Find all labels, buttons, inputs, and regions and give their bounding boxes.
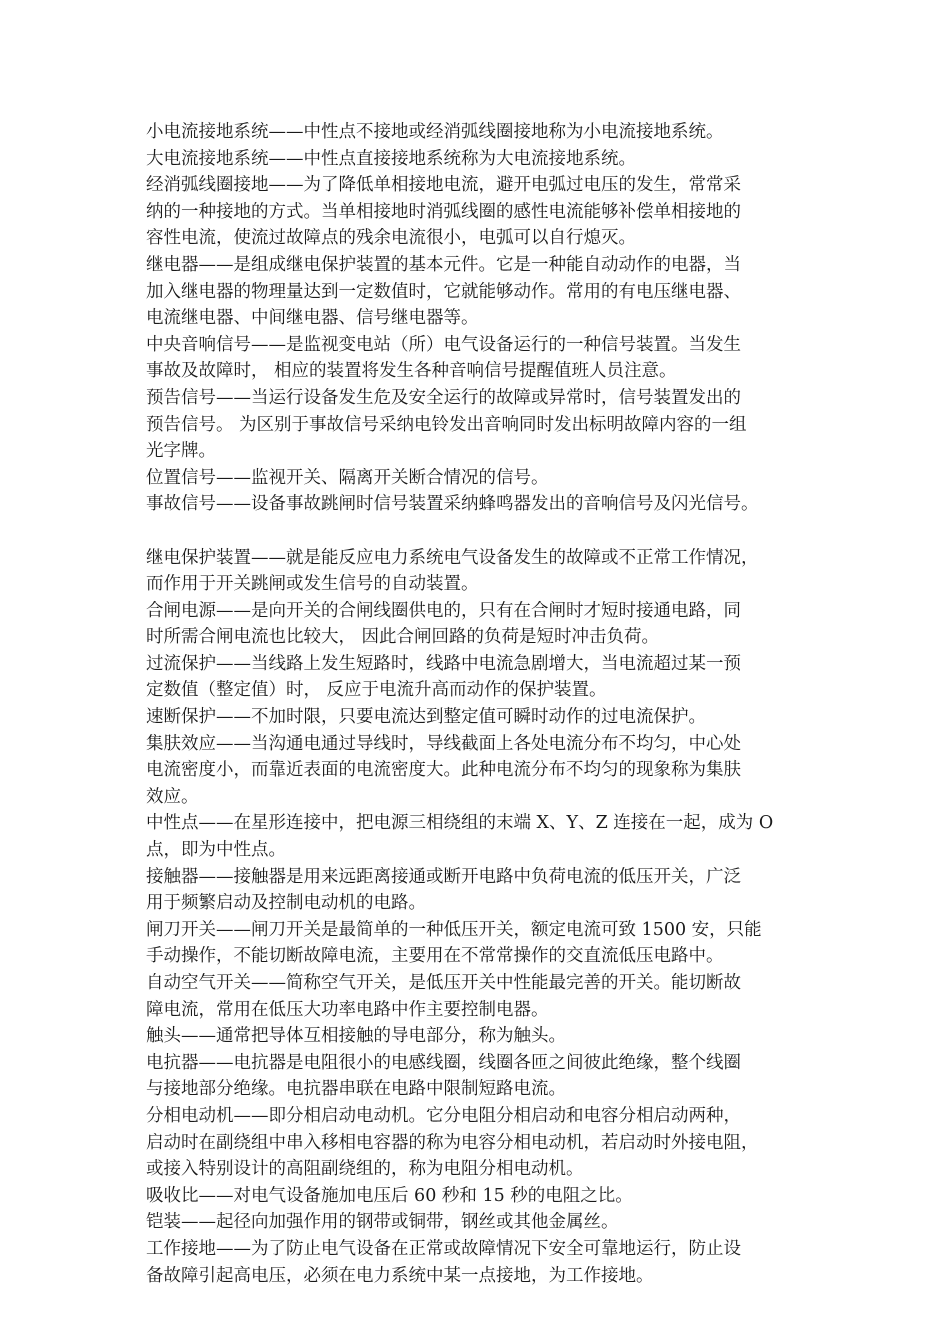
text-line: 障电流，常用在低压大功率电路中作主要控制电器。 (146, 999, 549, 1020)
text-line: 电流密度小，而靠近表面的电流密度大。此种电流分布不均匀的现象称为集肤 (146, 760, 741, 781)
text-line: 铠装——起径向加强作用的钢带或铜带，钢丝或其他金属丝。 (146, 1212, 619, 1233)
definition-paragraph (146, 1050, 816, 1103)
document-body (146, 119, 816, 1289)
definition-paragraph (146, 731, 816, 811)
blank-line (146, 518, 816, 545)
text-line: 经消弧线圈接地——为了降低单相接地电流，避开电弧过电压的发生，常常采 (146, 175, 741, 196)
text-line: 纳的一种接地的方式。当单相接地时消弧线圈的感性电流能够补偿单相接地的 (146, 201, 741, 222)
definition-paragraph (146, 810, 816, 863)
definition-paragraph (146, 465, 816, 492)
text-line: 触头——通常把导体互相接触的导电部分，称为触头。 (146, 1026, 566, 1047)
definition-paragraph (146, 545, 816, 598)
definition-paragraph (146, 651, 816, 704)
text-line: 启动时在副绕组中串入移相电容器的称为电容分相电动机，若启动时外接电阻， (146, 1132, 759, 1153)
text-line: 继电器——是组成继电保护装置的基本元件。它是一种能自动动作的电器，当 (146, 254, 741, 275)
text-line: 效应。 (146, 786, 199, 807)
text-line: 备故障引起高电压，必须在电力系统中某一点接地，为工作接地。 (146, 1265, 654, 1286)
text-line: 过流保护——当线路上发生短路时，线路中电流急剧增大，当电流超过某一预 (146, 653, 741, 674)
text-line: 事故信号——设备事故跳闸时信号装置采纳蜂鸣器发出的音响信号及闪光信号。 (146, 494, 759, 515)
text-line: 大电流接地系统——中性点直接接地系统称为大电流接地系统。 (146, 148, 636, 169)
definition-paragraph (146, 1103, 816, 1183)
definition-paragraph (146, 332, 816, 385)
text-line: 小电流接地系统——中性点不接地或经消弧线圈接地称为小电流接地系统。 (146, 122, 724, 142)
text-line: 继电保护装置——就是能反应电力系统电气设备发生的故障或不正常工作情况， (146, 547, 759, 568)
text-line: 闸刀开关——闸刀开关是最简单的一种低压开关，额定电流可致 1500 安，只能 (146, 919, 762, 940)
text-line: 位置信号——监视开关、隔离开关断合情况的信号。 (146, 467, 549, 488)
definition-paragraph (146, 1183, 816, 1210)
text-line: 而作用于开关跳闸或发生信号的自动装置。 (146, 574, 479, 595)
text-line: 预告信号。 为区别于事故信号采纳电铃发出音响同时发出标明故障内容的一组 (146, 414, 747, 435)
text-line: 加入继电器的物理量达到一定数值时，它就能够动作。常用的有电压继电器、 (146, 281, 741, 302)
text-line: 速断保护——不加时限，只要电流达到整定值可瞬时动作的过电流保护。 (146, 707, 706, 728)
definition-paragraph (146, 1023, 816, 1050)
text-line: 电抗器——电抗器是电阻很小的电感线圈，线圈各匝之间彼此绝缘，整个线圈 (146, 1052, 741, 1073)
text-line: 分相电动机——即分相启动电动机。它分电阻分相启动和电容分相启动两种， (146, 1105, 741, 1126)
definition-paragraph (146, 598, 816, 651)
text-line: 电流继电器、中间继电器、信号继电器等。 (146, 308, 479, 329)
text-line: 接触器——接触器是用来远距离接通或断开电路中负荷电流的低压开关，广泛 (146, 866, 741, 887)
text-line: 容性电流，使流过故障点的残余电流很小，电弧可以自行熄灭。 (146, 228, 636, 249)
definition-paragraph (146, 172, 816, 252)
text-line: 预告信号——当运行设备发生危及安全运行的故障或异常时，信号装置发出的 (146, 387, 741, 408)
text-line: 或接入特别设计的高阻副绕组的，称为电阻分相电动机。 (146, 1159, 584, 1180)
definition-paragraph (146, 252, 816, 332)
definition-paragraph (146, 970, 816, 1023)
definition-paragraph (146, 917, 816, 970)
text-line: 点，即为中性点。 (146, 840, 286, 861)
text-line: 工作接地——为了防止电气设备在正常或故障情况下安全可靠地运行，防止设 (146, 1238, 741, 1259)
definition-paragraph (146, 491, 816, 518)
text-line: 手动操作，不能切断故障电流，主要用在不常常操作的交直流低压电路中。 (146, 946, 724, 967)
definition-paragraph (146, 146, 816, 173)
text-line: 与接地部分绝缘。电抗器串联在电路中限制短路电流。 (146, 1079, 566, 1100)
definition-paragraph (146, 119, 816, 146)
definition-paragraph (146, 704, 816, 731)
text-line: 中性点——在星形连接中，把电源三相绕组的末端 X、Y、Z 连接在一起，成为 O (146, 813, 774, 834)
text-line: 自动空气开关——简称空气开关，是低压开关中性能最完善的开关。能切断故 (146, 973, 741, 993)
text-line: 集肤效应——当沟通电通过导线时，导线截面上各处电流分布不均匀，中心处 (146, 733, 741, 754)
definition-paragraph (146, 385, 816, 465)
text-line: 光字牌。 (146, 441, 216, 462)
definition-paragraph (146, 1236, 816, 1289)
text-line: 定数值（整定值）时， 反应于电流升高而动作的保护装置。 (146, 680, 607, 701)
definition-paragraph (146, 864, 816, 917)
text-line: 事故及故障时， 相应的装置将发生各种音响信号提醒值班人员注意。 (146, 361, 677, 382)
text-line: 吸收比——对电气设备施加电压后 60 秒和 15 秒的电阻之比。 (146, 1185, 633, 1206)
text-line: 中央音响信号——是监视变电站（所）电气设备运行的一种信号装置。当发生 (146, 334, 741, 355)
text-line: 时所需合闸电流也比较大， 因此合闸回路的负荷是短时冲击负荷。 (146, 627, 660, 648)
text-line: 用于频繁启动及控制电动机的电路。 (146, 893, 426, 914)
definition-paragraph (146, 1209, 816, 1236)
text-line: 合闸电源——是向开关的合闸线圈供电的，只有在合闸时才短时接通电路，同 (146, 600, 741, 621)
